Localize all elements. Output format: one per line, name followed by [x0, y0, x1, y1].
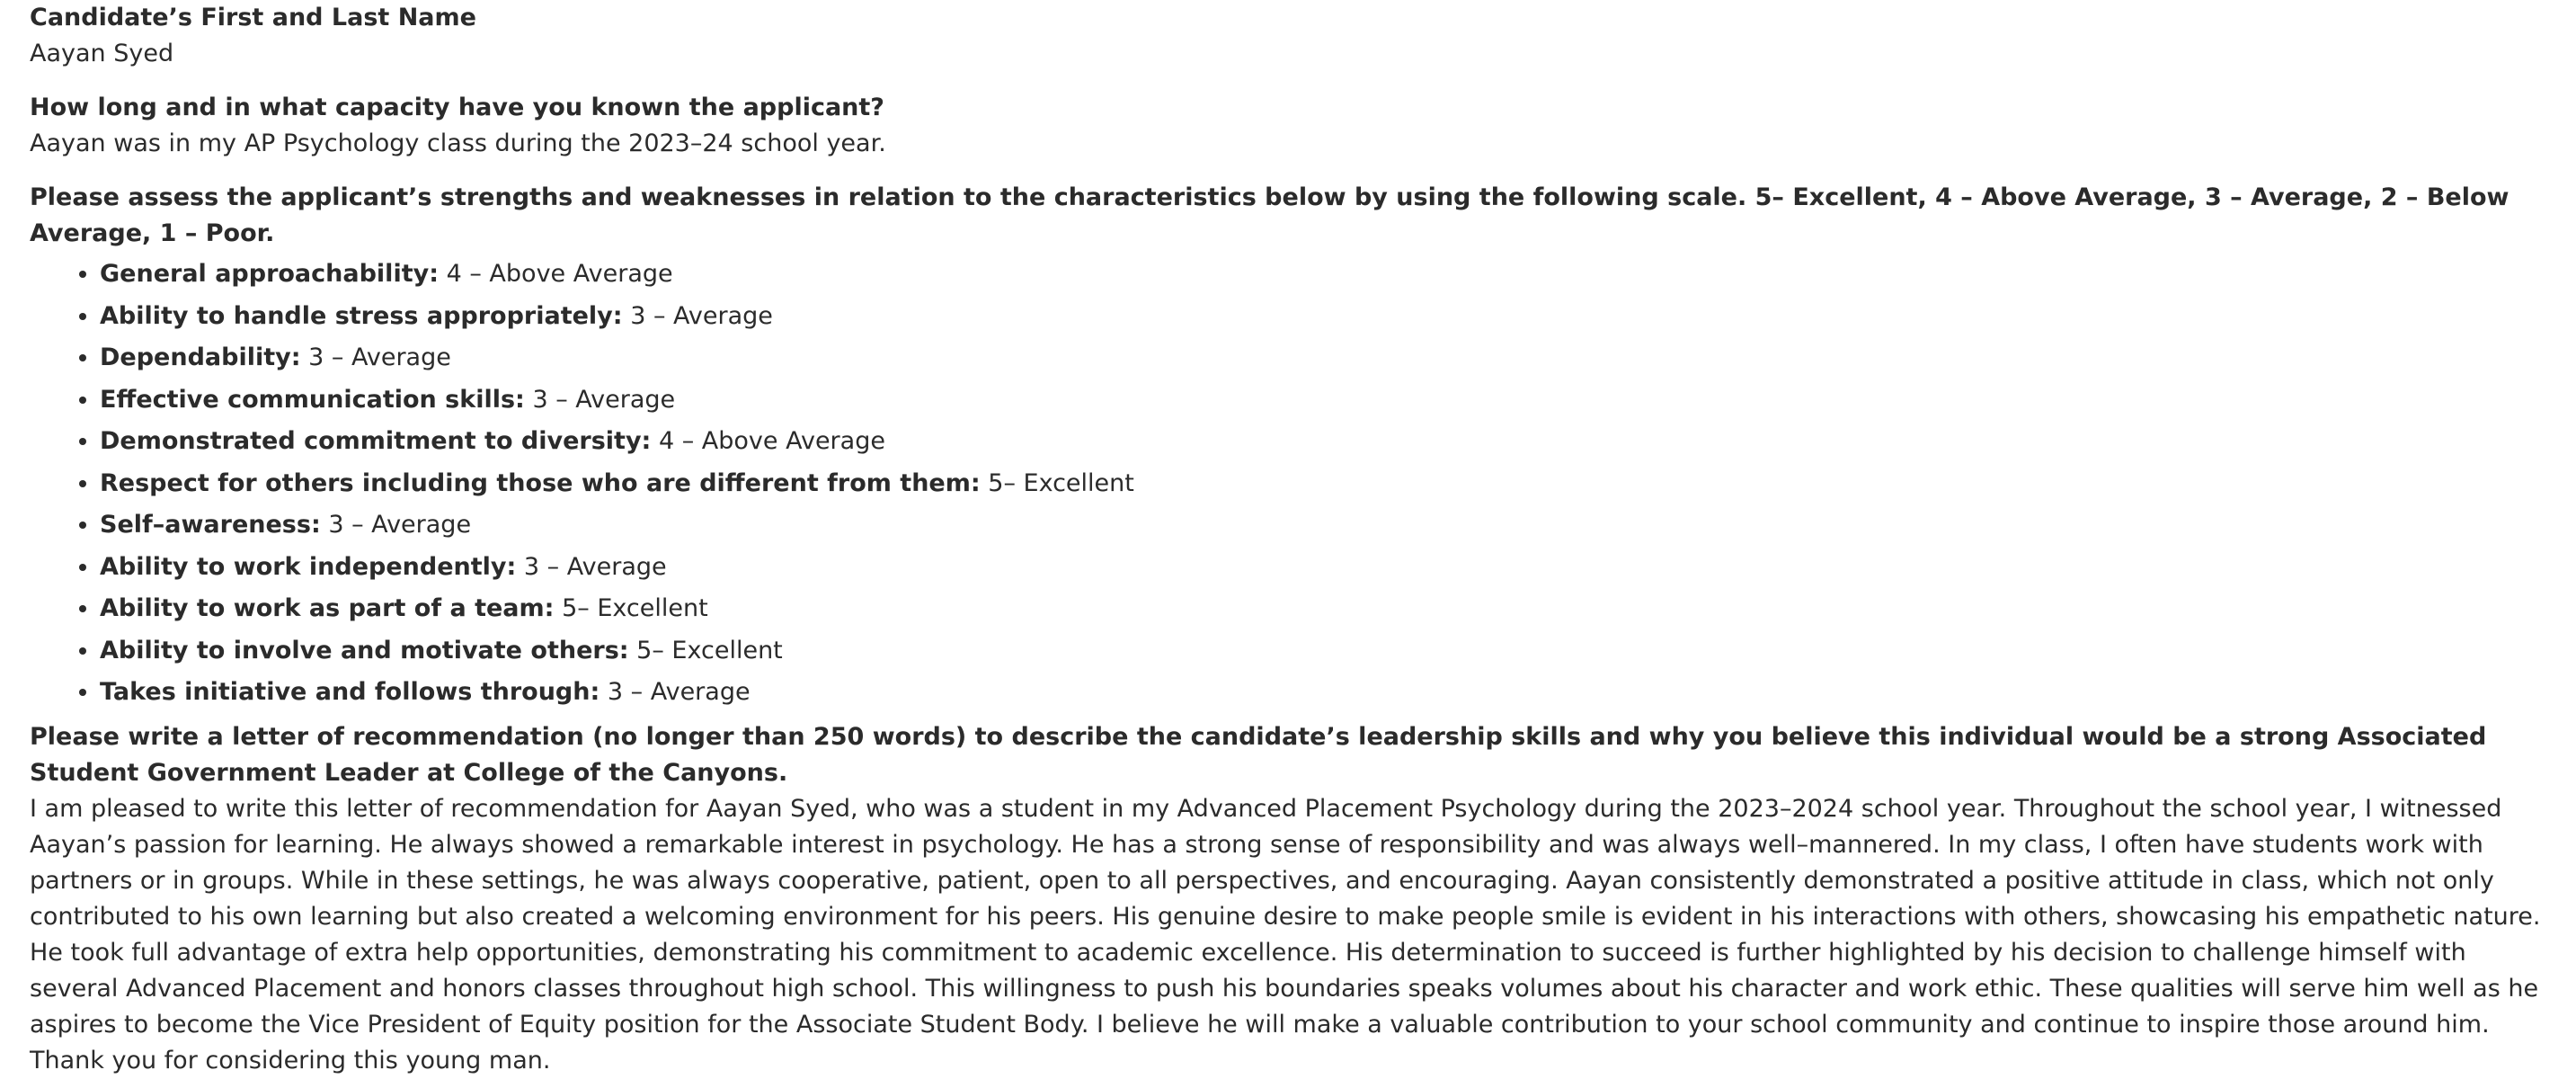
trait-label: Ability to work as part of a team: — [100, 594, 555, 622]
trait-label: Takes initiative and follows through: — [100, 678, 600, 706]
list-item — [100, 337, 2555, 379]
list-item — [100, 588, 2555, 630]
recommendation-section — [30, 719, 2555, 1079]
trait-label: Demonstrated commitment to diversity: — [100, 427, 652, 455]
trait-rating: 4 – Above Average — [446, 260, 673, 288]
list-item — [100, 504, 2555, 547]
ratings-list — [30, 254, 2555, 714]
candidate-section — [30, 0, 2555, 72]
list-item — [100, 630, 2555, 673]
list-item — [100, 547, 2555, 589]
relationship-section — [30, 90, 2555, 162]
trait-rating: 3 – Average — [532, 385, 676, 414]
trait-label: Respect for others including those who are different from them: — [100, 468, 981, 497]
trait-rating: 5– Excellent — [562, 594, 708, 622]
trait-label: Ability to work independently: — [100, 552, 517, 581]
trait-rating: 5– Excellent — [988, 468, 1134, 497]
trait-label: General approachability: — [100, 260, 439, 288]
list-item — [100, 672, 2555, 714]
recommendation-letter: I am pleased to write this letter of recommendation for Aayan Syed, who was a student in my Advanced Placement Psychology during the 2023–2024 school year. Throughout the school year, I witnessed Aayan’s passion for learning. He always showed a remarkable interest in psychology. He has a strong sense of responsibility and was always well–mannered. In my class, I often have students work with partners or in groups. While in these settings, he was always cooperative, patient, open to all perspectives, and encouraging. Aayan consistently demonstrated a positive attitude in class, which not only contributed to his own learning but also created a welcoming environment for his peers. His genuine desire to make people smile is evident in his interactions with others, showcasing his empathetic nature. He took full advantage of extra help opportunities, demonstrating his commitment to academic excellence. His determination to succeed is further highlighted by his decision to challenge himself with several Advanced Placement and honors classes throughout high school. This willingness to push his boundaries speaks volumes about his character and work ethic. These qualities will serve him well as he aspires to become the Vice President of Equity position for the Associate Student Body. I believe he will make a valuable contribution to your school community and continue to inspire those around him. Thank you for considering this young man. — [30, 794, 2541, 1075]
trait-rating: 3 – Average — [630, 301, 773, 330]
trait-rating: 5– Excellent — [636, 636, 783, 664]
assessment-instructions: Please assess the applicant’s strengths and weaknesses in relation to the characteristics below by using the following scale. 5– Excellent, 4 – Above Average, 3 – Average, 2 – Below Average, 1 – Poor. — [30, 183, 2509, 247]
relationship-answer: Aayan was in my AP Psychology class during the 2023–24 school year. — [30, 129, 886, 157]
relationship-question: How long and in what capacity have you known the applicant? — [30, 94, 884, 121]
trait-label: Ability to handle stress appropriately: — [100, 301, 623, 330]
trait-rating: 3 – Average — [328, 511, 472, 539]
assessment-section — [30, 180, 2555, 714]
trait-rating: 3 – Average — [308, 343, 451, 371]
trait-rating: 3 – Average — [523, 552, 667, 581]
recommendation-prompt: Please write a letter of recommendation (no longer than 250 words) to describe the candidate’s leadership skills and why you believe this individual would be a strong Associated Student Government Leader at College of the Canyons. — [30, 722, 2487, 787]
trait-label: Dependability: — [100, 343, 301, 371]
list-item — [100, 254, 2555, 296]
list-item — [100, 463, 2555, 505]
candidate-name-value: Aayan Syed — [30, 40, 174, 67]
candidate-name-label: Candidate’s First and Last Name — [30, 4, 476, 31]
trait-label: Ability to involve and motivate others: — [100, 636, 629, 664]
trait-label: Self–awareness: — [100, 511, 321, 539]
list-item — [100, 296, 2555, 338]
list-item — [100, 421, 2555, 463]
trait-rating: 3 – Average — [607, 678, 751, 706]
trait-rating: 4 – Above Average — [658, 427, 885, 455]
list-item — [100, 379, 2555, 422]
trait-label: Effective communication skills: — [100, 385, 525, 414]
